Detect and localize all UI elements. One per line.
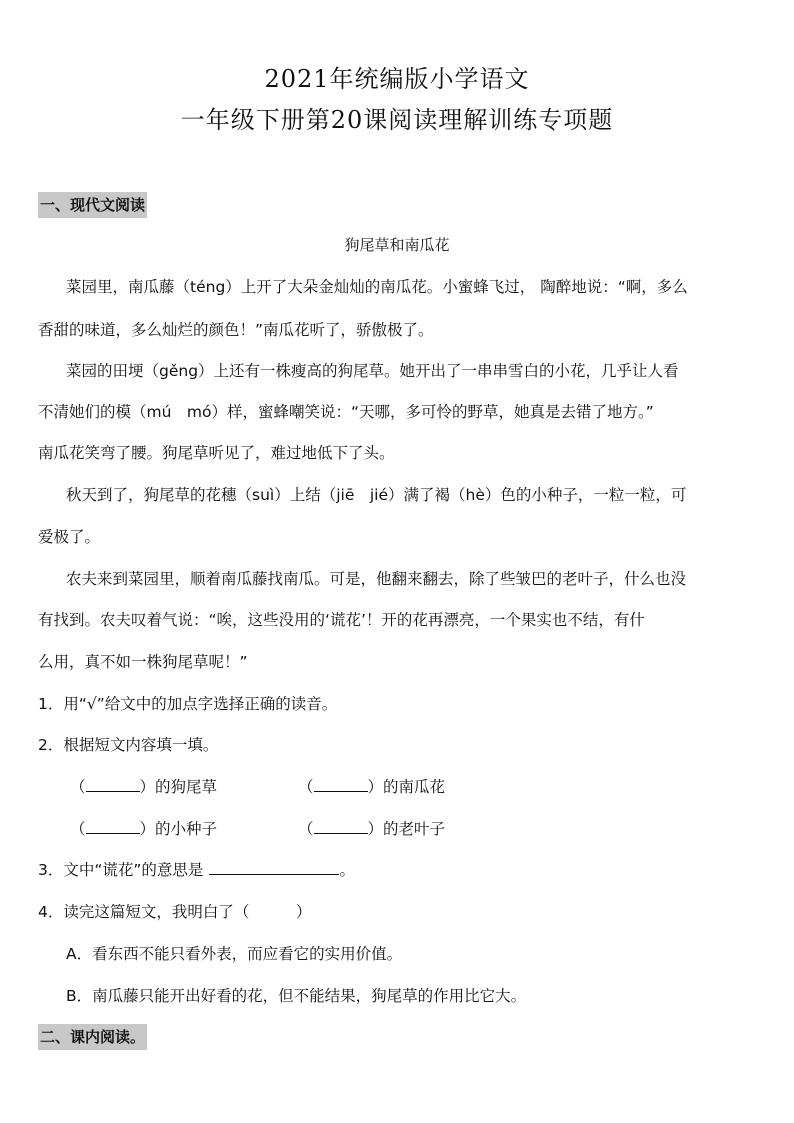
fill-in-item: （ ）的南瓜花 [298,778,446,796]
story-line: 有找到。农夫叹着气说：“唉，这些没用的‘谎花’！开的花再漂亮，一个果实也不结，有什 [38,611,645,629]
answer-blank[interactable] [209,860,339,875]
story-line: 么用，真不如一株狗尾草呢！” [38,653,248,671]
answer-blank[interactable] [86,777,140,792]
story-line: 南瓜花笑弯了腰。狗尾草听见了，难过地低下了头。 [38,444,395,462]
option-a: A．看东西不能只看外表，而应看它的实用价值。 [66,945,403,963]
story-line: 菜园的田埂（gěng）上还有一株瘦高的狗尾草。她开出了一串串雪白的小花，几乎让人看 [66,362,679,380]
answer-blank[interactable] [314,777,368,792]
fill-in-item: （ ）的老叶子 [298,820,446,838]
story-line: 爱极了。 [38,528,101,546]
question-3: 3．文中“谎花”的意思是 。 [38,861,355,879]
question-1: 1．用“√”给文中的加点字选择正确的读音。 [38,695,338,713]
section-heading-reading: 一、现代文阅读 [38,192,147,218]
question-4: 4．读完这篇短文，我明白了（ ） [38,903,312,921]
fill-in-item: （ ）的小种子 [70,820,218,838]
answer-blank[interactable] [86,819,140,834]
answer-blank[interactable] [314,819,368,834]
question-2: 2．根据短文内容填一填。 [38,736,219,754]
option-b: B．南瓜藤只能开出好看的花，但不能结果，狗尾草的作用比它大。 [66,987,527,1005]
story-line: 菜园里，南瓜藤（téng）上开了大朵金灿灿的南瓜花。小蜜蜂飞过， 陶醉地说：“啊，多么 [66,278,688,296]
title-line-1: 2021年统编版小学语文 [264,65,530,93]
title-line-2: 一年级下册第20课阅读理解训练专项题 [180,106,614,134]
story-line: 不清她们的模（mú mó）样，蜜蜂嘲笑说：“天哪，多可怜的野草，她真是去错了地方。” [38,403,654,421]
story-line: 秋天到了，狗尾草的花穗（suì）上结（jiē jié）满了褐（hè）色的小种子，一粒一粒，可 [66,486,687,504]
section-heading-class-reading: 二、课内阅读。 [38,1024,147,1050]
story-line: 农夫来到菜园里，顺着南瓜藤找南瓜。可是，他翻来翻去，除了些皱巴的老叶子，什么也没 [66,570,687,588]
fill-in-item: （ ）的狗尾草 [70,778,218,796]
story-title: 狗尾草和南瓜花 [344,236,450,254]
story-line: 香甜的味道，多么灿烂的颜色！”南瓜花听了，骄傲极了。 [38,321,434,339]
